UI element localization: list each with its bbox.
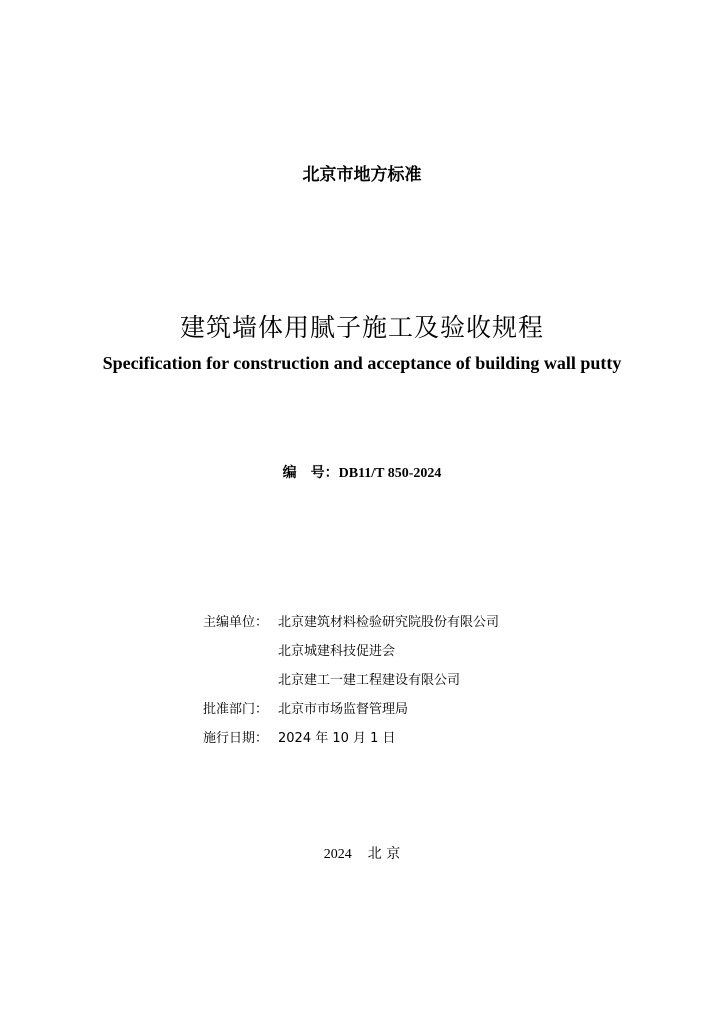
editor-organization: 北京建工一建工程建设有限公司 xyxy=(278,673,461,688)
editor-row-1 xyxy=(203,612,499,641)
approver-row xyxy=(203,699,499,728)
effective-date-value: 2024 年 10 月 1 日 xyxy=(278,731,396,746)
publication-footer xyxy=(0,843,724,863)
document-title-chinese: 建筑墙体用腻子施工及验收规程 xyxy=(179,313,544,342)
approver-department: 北京市市场监督管理局 xyxy=(278,702,409,717)
standard-category-heading: 北京市地方标准 xyxy=(302,165,422,185)
editor-organization: 北京城建科技促进会 xyxy=(278,644,396,659)
editor-organization: 北京建筑材料检验研究院股份有限公司 xyxy=(278,615,500,630)
publication-place: 北 京 xyxy=(367,846,401,862)
document-title-english: Specification for construction and acceptance of building wall putty xyxy=(102,353,622,373)
editor-row-3 xyxy=(203,670,499,699)
editor-label: 主编单位： xyxy=(203,615,269,630)
effective-date-row xyxy=(203,728,499,757)
standard-number-label: 编 号： xyxy=(282,465,339,481)
publication-info xyxy=(203,612,499,757)
standard-number-value: DB11/T 850-2024 xyxy=(338,466,442,481)
effective-date-label: 施行日期： xyxy=(203,731,269,746)
editor-row-2 xyxy=(203,641,499,670)
standard-number xyxy=(0,462,724,482)
approver-label: 批准部门： xyxy=(203,702,269,717)
publication-year: 2024 xyxy=(323,847,352,862)
